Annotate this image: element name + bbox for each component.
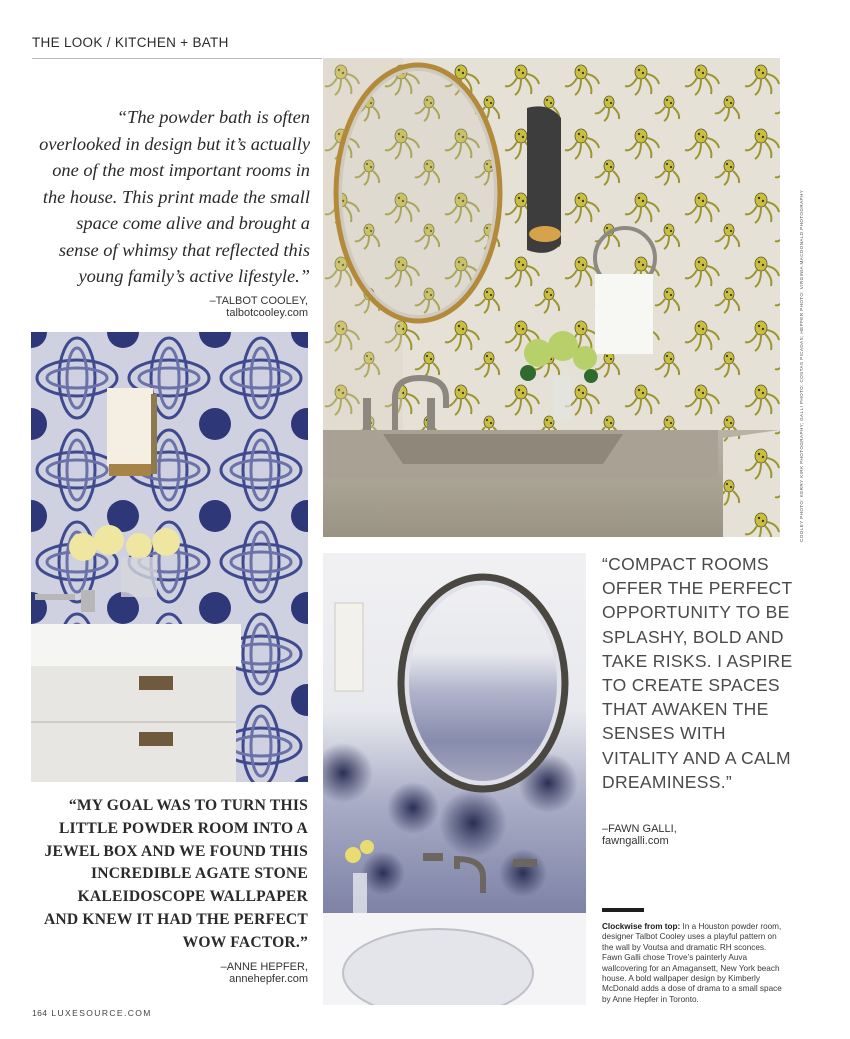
photo-credit [799, 189, 809, 542]
caption-body: In a Houston powder room, designer Talbot Cooley uses a playful pattern on the wall by Voutsa and dramatic RH sconces. Fawn Galli chose Trove’s painterly Auva wallcovering for an Amagansett, New York beach house. A bold wallpaper design by Kimberly McDonald adds a dose of drama to a small space by Anne Hepfer in Toronto. [602, 922, 782, 1004]
agate-bath-illustration [31, 332, 308, 782]
attribution-website: talbotcooley.com [226, 307, 308, 319]
caption-lead: Clockwise from top: [602, 922, 681, 931]
attribution-name: –FAWN GALLI, [602, 823, 677, 835]
pull-quote-hepfer: “MY GOAL WAS TO TURN THIS LITTLE POWDER ROOM INTO A JEWEL BOX AND WE FOUND THIS INCREDIBLE AGATE STONE KALEIDOSCOPE WALLPAPER AND KNEW IT HAD THE PERFECT WOW FACTOR.” [43, 797, 308, 951]
photo-watercolor-powder-bath [323, 553, 586, 1005]
section-label: THE LOOK / KITCHEN + BATH [32, 35, 229, 50]
octopus-bath-illustration [323, 58, 780, 537]
attribution-galli [602, 823, 802, 847]
watercolor-bath-illustration [323, 553, 586, 1005]
photo-credit-text: COOLEY PHOTO: KERRY KIRK PHOTOGRAPHY; GALLI PHOTO: COSTAS PICADAS; HEPFER PHOTO: VIRGINIA MACDONALD PHOTOGRAPHY [799, 189, 804, 542]
caption-rule [602, 908, 644, 912]
attribution-hepfer [110, 961, 308, 985]
attribution-cooley [110, 295, 308, 319]
folio [32, 1008, 152, 1018]
pull-quote-cooley: “The powder bath is often overlooked in design but it’s actually one of the most important rooms in the house. This print made the small space come alive and brought a sense of whimsy that reflected this young family’s active lifestyle.” [39, 107, 310, 286]
folio-site: LUXESOURCE.COM [51, 1008, 152, 1018]
header-rule [32, 58, 322, 59]
attribution-name: –TALBOT COOLEY, [209, 295, 308, 307]
photo-caption [602, 922, 782, 1005]
photo-agate-powder-room [31, 332, 308, 782]
attribution-website: annehepfer.com [229, 973, 308, 985]
attribution-website: fawngalli.com [602, 835, 669, 847]
photo-octopus-powder-bath [323, 58, 780, 537]
attribution-name: –ANNE HEPFER, [220, 961, 308, 973]
page-number: 164 [32, 1008, 48, 1018]
pull-quote-galli: “COMPACT ROOMS OFFER THE PERFECT OPPORTUNITY TO BE SPLASHY, BOLD AND TAKE RISKS. I ASPIRE TO CREATE SPACES THAT AWAKEN THE SENSES WITH VITALITY AND A CALM DREAMINESS.” [602, 554, 793, 792]
